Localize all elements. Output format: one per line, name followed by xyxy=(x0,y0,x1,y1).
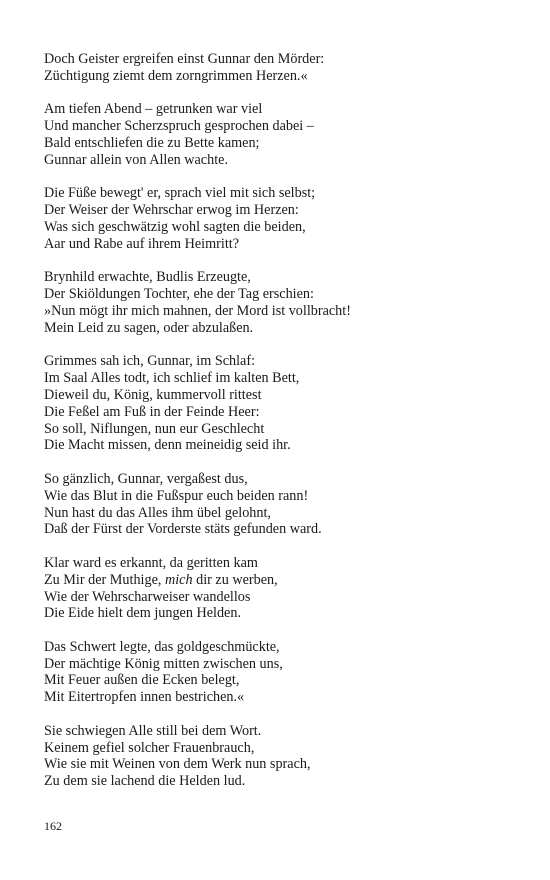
emphasis: mich xyxy=(164,571,193,588)
poem-line: Zu dem sie lachend die Helden lud. xyxy=(44,773,246,790)
poem-line: Keinem gefiel solcher Frauenbrauch, xyxy=(44,739,255,756)
stanza xyxy=(44,269,524,336)
poem-line: Dieweil du, König, kummervoll rittest xyxy=(44,386,262,403)
stanza xyxy=(44,639,524,706)
poem-line: Was sich geschwätzig wohl sagten die beiden, xyxy=(44,218,306,235)
poem-line: Nun hast du das Alles ihm übel gelohnt, xyxy=(44,504,271,521)
poem-line: Wie der Wehrscharweiser wandellos xyxy=(44,588,251,605)
poem-line: So soll, Niflungen, nun eur Geschlecht xyxy=(44,420,265,437)
stanza xyxy=(44,555,524,622)
poem-line: Der Skiöldungen Tochter, ehe der Tag erschien: xyxy=(44,286,314,303)
poem-line: Zu Mir der Muthige, mich dir zu werben, xyxy=(44,571,278,588)
poem-line: Mein Leid zu sagen, oder abzulaßen. xyxy=(44,319,254,336)
poem-line: Das Schwert legte, das goldgeschmückte, xyxy=(44,638,280,655)
stanza xyxy=(44,101,524,168)
stanza xyxy=(44,51,524,85)
poem-line: Die Eide hielt dem jungen Helden. xyxy=(44,605,241,622)
poem-line: Doch Geister ergreifen einst Gunnar den Mörder: xyxy=(44,51,325,67)
poem-line: Daß der Fürst der Vorderste stäts gefunden ward. xyxy=(44,521,322,538)
stanza xyxy=(44,185,524,252)
poem-line: Wie sie mit Weinen von dem Werk nun sprach, xyxy=(44,756,311,773)
poem-line: Gunnar allein von Allen wachte. xyxy=(44,151,228,168)
poem-line: Aar und Rabe auf ihrem Heimritt? xyxy=(44,235,240,252)
poem-line: Brynhild erwachte, Budlis Erzeugte, xyxy=(44,269,251,286)
poem-line: »Nun mögt ihr mich mahnen, der Mord ist vollbracht! xyxy=(44,302,351,319)
poem-line: Die Macht missen, denn meineidig seid ihr. xyxy=(44,437,291,454)
poem-line: Und mancher Scherzspruch gesprochen dabei – xyxy=(44,118,314,135)
poem-line: Grimmes sah ich, Gunnar, im Schlaf: xyxy=(44,353,256,370)
poem-line: Wie das Blut in die Fußspur euch beiden rann! xyxy=(44,487,309,504)
poem-line: Mit Feuer außen die Ecken belegt, xyxy=(44,672,240,689)
poem-line: Klar ward es erkannt, da geritten kam xyxy=(44,554,258,571)
poem-line: Der mächtige König mitten zwischen uns, xyxy=(44,655,283,672)
stanza xyxy=(44,353,524,454)
poem-line: Die Feßel am Fuß in der Feinde Heer: xyxy=(44,403,260,420)
poem-line: Der Weiser der Wehrschar erwog im Herzen: xyxy=(44,202,299,219)
poem-text xyxy=(44,51,524,807)
poem-line: Züchtigung ziemt dem zorngrimmen Herzen.« xyxy=(44,67,308,84)
page-number: 162 xyxy=(44,819,62,833)
poem-line: So gänzlich, Gunnar, vergaßest dus, xyxy=(44,470,248,487)
poem-line: Sie schwiegen Alle still bei dem Wort. xyxy=(44,722,262,739)
stanza xyxy=(44,471,524,538)
stanza xyxy=(44,723,524,790)
poem-line: Am tiefen Abend – getrunken war viel xyxy=(44,101,263,118)
poem-line: Die Füße bewegt' er, sprach viel mit sich selbst; xyxy=(44,185,316,202)
poem-line: Im Saal Alles todt, ich schlief im kalten Bett, xyxy=(44,370,300,387)
poem-line: Bald entschliefen die zu Bette kamen; xyxy=(44,134,260,151)
poem-line: Mit Eitertropfen innen bestrichen.« xyxy=(44,689,245,706)
